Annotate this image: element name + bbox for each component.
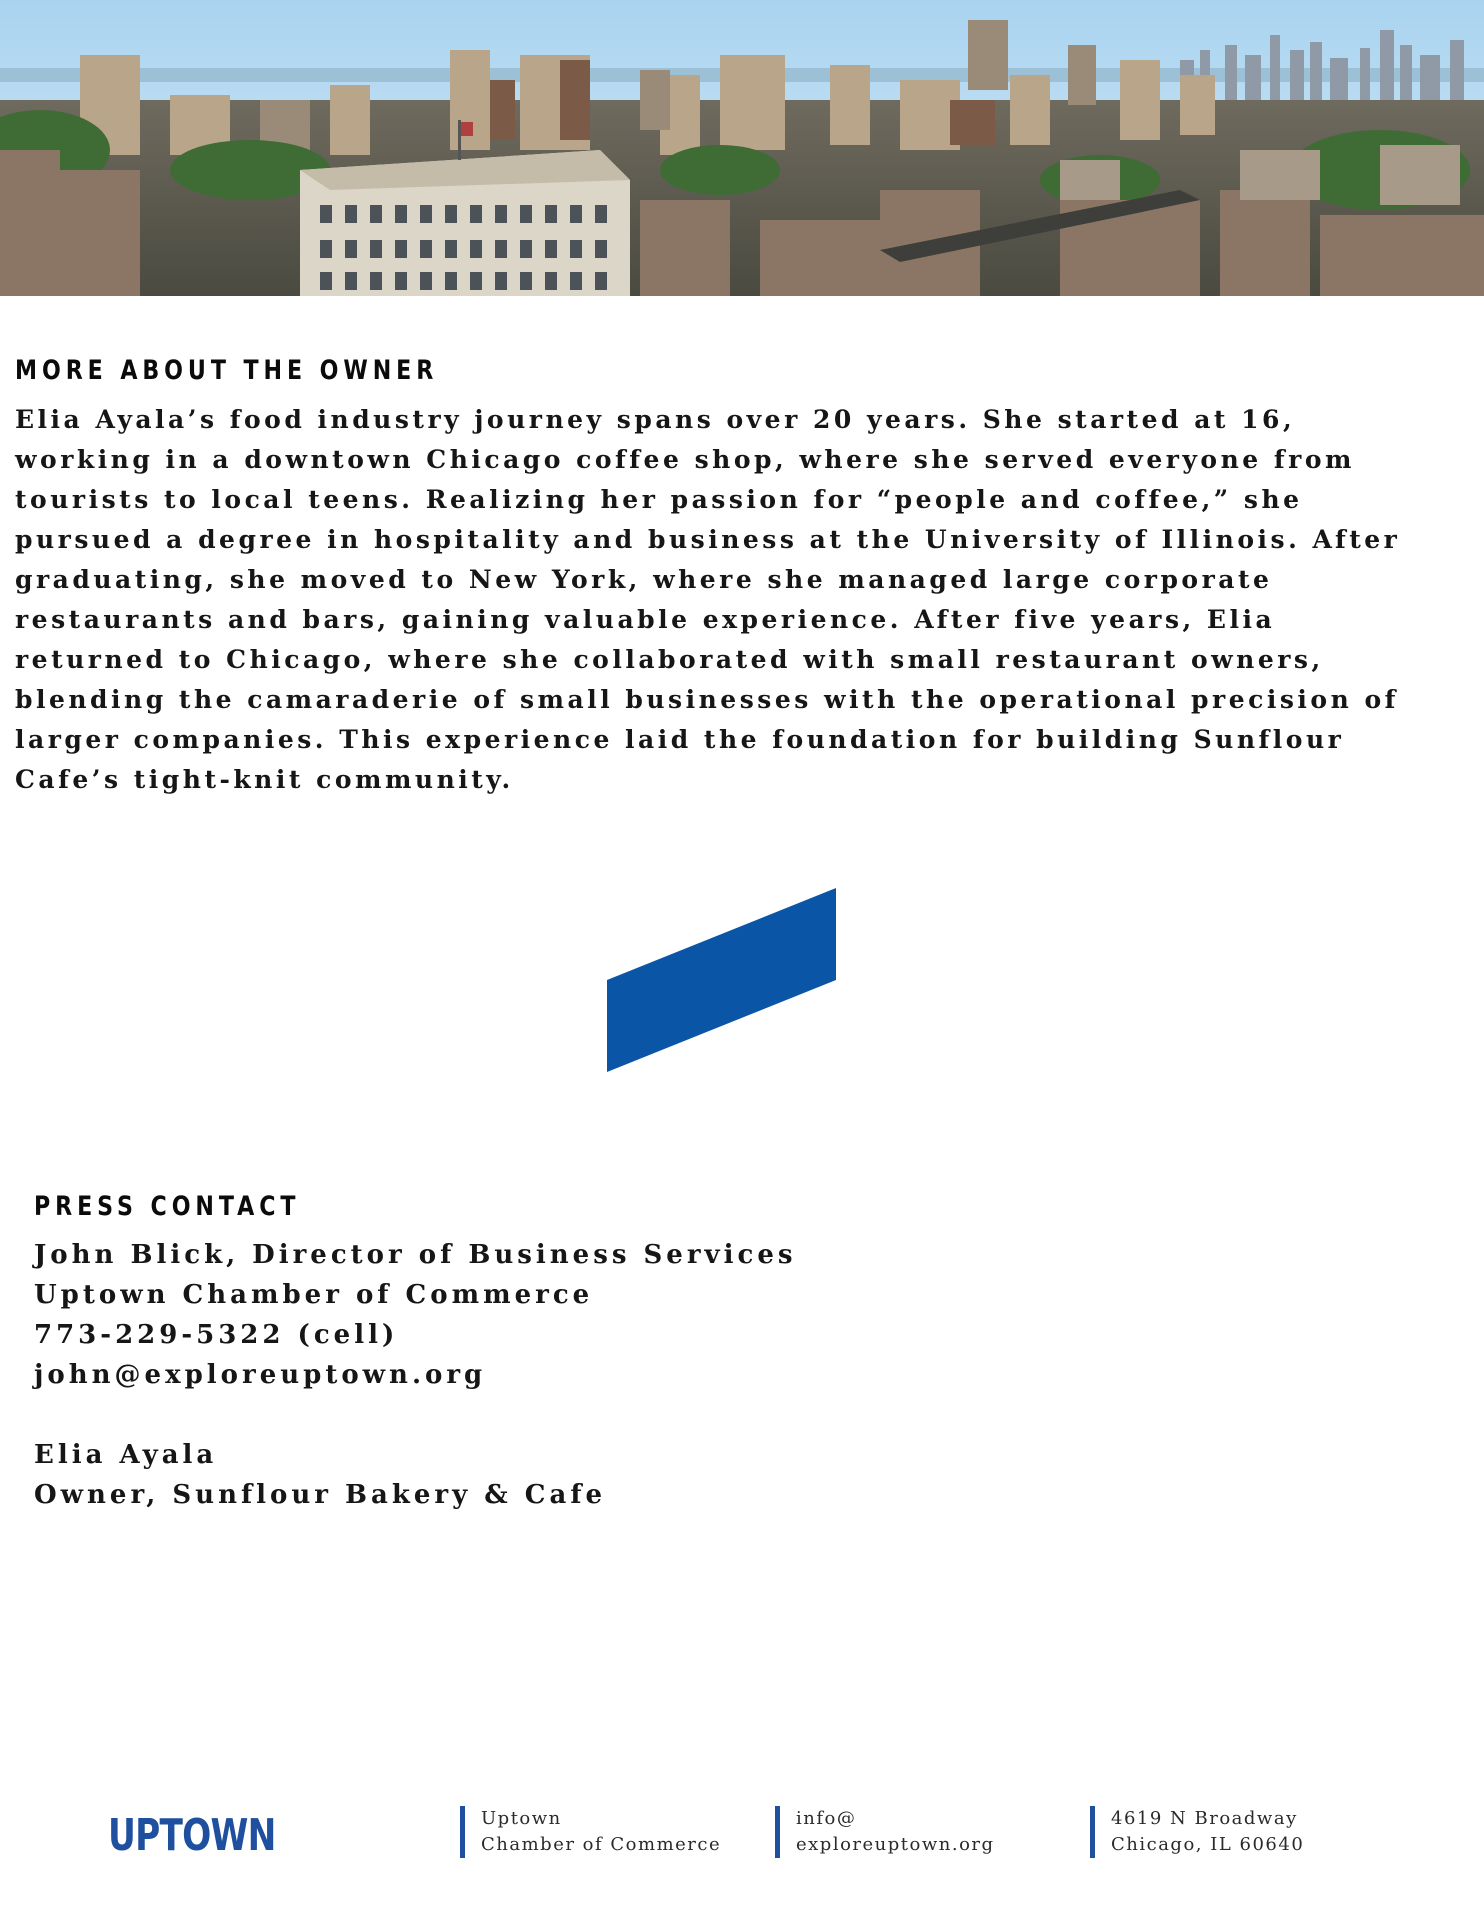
owner-bio-line: graduating, she moved to New York, where she managed large corporate [15, 565, 1273, 594]
press-contact-heading: PRESS CONTACT [34, 1191, 301, 1222]
owner-contact-title: Owner, Sunflour Bakery & Cafe [34, 1480, 607, 1510]
owner-bio-line: pursued a degree in hospitality and business at the University of Illinois. After [15, 525, 1401, 554]
owner-contact-name: Elia Ayala [34, 1440, 218, 1470]
owner-bio-line: larger companies. This experience laid the foundation for building Sunflour [15, 725, 1345, 754]
owner-bio-line: working in a downtown Chicago coffee shop, where she served everyone from [15, 445, 1355, 474]
footer-address [1090, 1806, 1304, 1858]
uptown-logo: UPTOWN [108, 1810, 276, 1861]
contact-organization: Uptown Chamber of Commerce [34, 1280, 594, 1310]
footer-address-line: Chicago, IL 60640 [1111, 1834, 1305, 1855]
owner-bio-line: restaurants and bars, gaining valuable experience. After five years, Elia [15, 605, 1276, 634]
owner-bio-line: tourists to local teens. Realizing her passion for “people and coffee,” she [15, 485, 1303, 514]
blue-parallelogram-decoration [600, 885, 840, 1075]
hero-skyline-image [0, 0, 1484, 296]
owner-bio-line: Cafe’s tight-knit community. [15, 765, 514, 794]
owner-bio-line: returned to Chicago, where she collaborated with small restaurant owners, [15, 645, 1324, 674]
owner-section-heading: MORE ABOUT THE OWNER [15, 355, 439, 386]
footer-org-line: Chamber of Commerce [481, 1834, 722, 1855]
footer-organization [460, 1806, 721, 1858]
footer-email-line: info@ [796, 1808, 857, 1829]
footer-address-line: 4619 N Broadway [1111, 1808, 1298, 1829]
footer-email[interactable] [775, 1806, 995, 1858]
owner-bio-line: Elia Ayala’s food industry journey spans over 20 years. She started at 16, [15, 405, 1296, 434]
owner-bio-paragraph [15, 400, 1455, 800]
footer-email-line: exploreuptown.org [796, 1834, 995, 1855]
footer-org-line: Uptown [481, 1808, 562, 1829]
owner-bio-line: blending the camaraderie of small businesses with the operational precision of [15, 685, 1399, 714]
contact-name-title: John Blick, Director of Business Services [34, 1240, 797, 1270]
contact-spacer [34, 1395, 797, 1435]
press-contact-block [34, 1235, 797, 1515]
contact-phone: 773-229-5322 (cell) [34, 1320, 399, 1350]
contact-email-link[interactable]: john@exploreuptown.org [34, 1360, 487, 1390]
city-skyline-icon [0, 0, 1484, 296]
